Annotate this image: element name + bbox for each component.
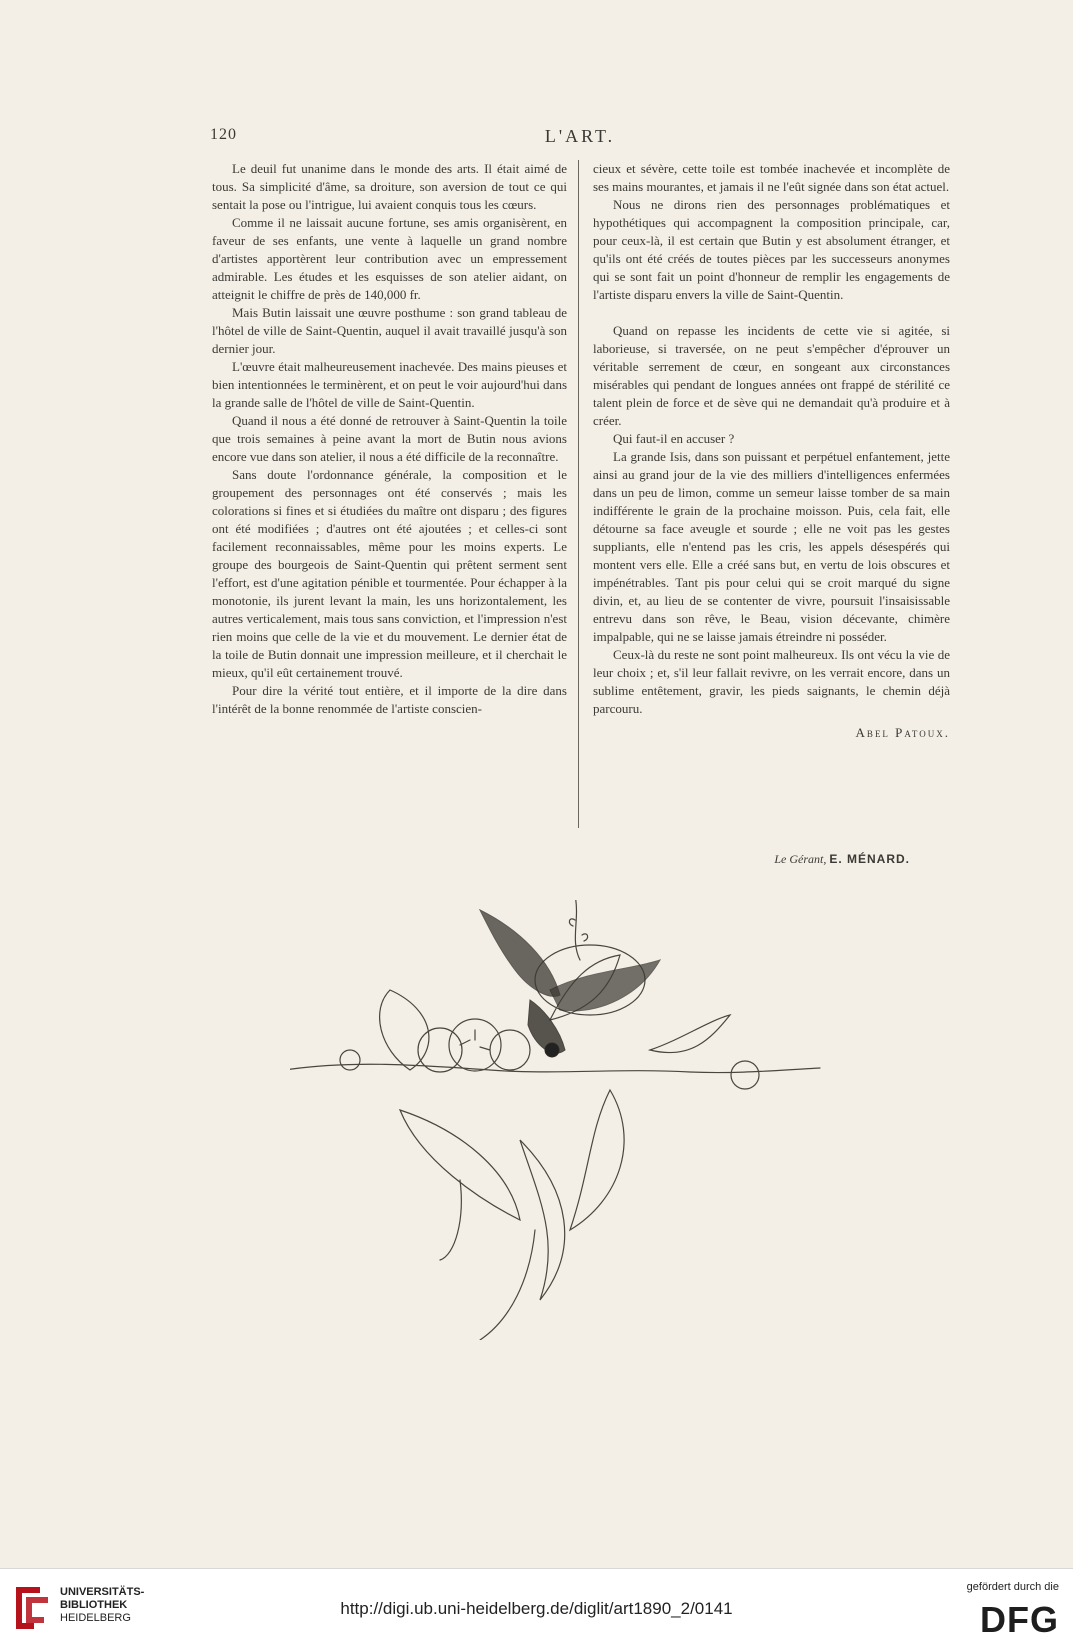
library-line: BIBLIOTHEK bbox=[60, 1599, 128, 1611]
gerant-line bbox=[600, 852, 910, 867]
page-number: 120 bbox=[210, 126, 237, 143]
paragraph: Comme il ne laissait aucune fortune, ses amis organisèrent, en faveur de ses enfants, une vente à laquelle un grand nombre d'artistes apportèrent leur contribution avec un empressement admirable. Les études et les esquisses de son atelier aidant, on atteignit le chiffre de près de 140,000 fr. bbox=[212, 215, 567, 302]
column-divider bbox=[578, 160, 579, 828]
right-column bbox=[593, 160, 950, 742]
paragraph: La grande Isis, dans son puissant et perpétuel enfantement, jette ainsi au grand jour de la vie des milliers d'intelligences enfermées dans un peu de limon, comme un semeur laisse tomber de sa main indifférente le grain de la prochaine moisson. Puis, cela fait, elle détourne sa face aveugle et sourde ; elle ne voit pas les gestes suppliants, elle n'entend pas les cris, les appels désespérés qui montent vers elle. Elle a créé sans but, en vertu de lois obscures et impénétrables. Tant pis pour celui qui se croit marqué du signe divin, et, au lieu de se contenter de vivre, poursuit l'insaisissable entrevu dans son rêve, le Beau, vision décevante, chimère impalpable, qui ne se laisse jamais étreindre ni posséder. bbox=[593, 449, 950, 644]
paragraph: Quand il nous a été donné de retrouver à Saint-Quentin la toile que trois semaines à peine avant la mort de Butin nous avions encore vue dans son atelier, il nous a été difficile de la reconnaître. bbox=[212, 413, 567, 464]
paragraph: Ceux-là du reste ne sont point malheureux. Ils ont vécu la vie de leur choix ; et, s'il leur fallait revivre, on les verrait encore, dans un sublime entêtement, gravir, les pieds saignants, le chemin déjà parcouru. bbox=[593, 647, 950, 716]
dfg-logo: DFG bbox=[980, 1599, 1059, 1640]
permalink-url[interactable]: http://digi.ub.uni-heidelberg.de/diglit/art1890_2/0141 bbox=[340, 1599, 733, 1618]
gerant-label: Le Gérant, bbox=[774, 852, 827, 866]
paragraph: cieux et sévère, cette toile est tombée inachevée et incomplète de ses mains mourantes, et jamais il ne l'eût signée dans son état actuel. bbox=[593, 161, 950, 194]
paragraph: Quand on repasse les incidents de cette vie si agitée, si laborieuse, si traversée, on ne peut s'empêcher d'éprouver un véritable serrement de cœur, en songeant aux circonstances misérables qui pendant de longues années ont frappé de stérilité ce talent plein de force et de sève qui ne demandait qu'à produire et à créer. bbox=[593, 323, 950, 428]
journal-title: L'ART. bbox=[544, 126, 616, 146]
paragraph: Mais Butin laissait une œuvre posthume : son grand tableau de l'hôtel de ville de Saint-Quentin, auquel il avait travaillé jusqu'à son dernier jour. bbox=[212, 305, 567, 356]
running-head bbox=[210, 126, 950, 146]
left-column bbox=[212, 160, 567, 718]
paragraph: Nous ne dirons rien des personnages problématiques et hypothétiques qui accompagnent la composition principale, car, pour ceux-là, il est certain que Butin y est absolument étranger, et qu'ils ont été créés de toutes pièces par les successeurs anonymes qui se sont fait un point d'honneur de remplir les engagements de l'artiste disparu envers la ville de Saint-Quentin. bbox=[593, 197, 950, 302]
digitization-footer bbox=[0, 1568, 1073, 1646]
gerant-name: E. MÉNARD. bbox=[829, 852, 910, 866]
paragraph: Sans doute l'ordonnance générale, la composition et le groupement des personnages ont été conservés ; mais les colorations si fines et si étudiées du maître ont disparu ; des figures ont été modifiées ; d'autres ont été ajoutées ; et celles-ci sont facilement reconnaissables, même pour les moins experts. Le groupe des bourgeois de Saint-Quentin qui prêtent serment sent l'effort, est d'une agitation pénible et tourmentée. Pour échapper à la monotonie, ils jurent levant la main, les uns horizontalement, les autres verticalement, mais tous sans conviction, et l'impression n'est rien moins que celle de la vie et du mouvement. Le dernier état de la toile de Butin donnait une impression meilleure, et il cherchait le mieux, qu'il eût certainement trouvé. bbox=[212, 467, 567, 680]
library-line: UNIVERSITÄTS- bbox=[60, 1586, 145, 1598]
paragraph: Qui faut-il en accuser ? bbox=[613, 431, 735, 446]
paragraph: Le deuil fut unanime dans le monde des arts. Il était aimé de tous. Sa simplicité d'âme, sa droiture, son aversion de tout ce qui sentait la pose ou l'intrigue, lui avaient conquis tous les cœurs. bbox=[212, 161, 567, 212]
paragraph: L'œuvre était malheureusement inachevée. Des mains pieuses et bien intentionnées le terminèrent, et on peut le voir aujourd'hui dans la grande salle de l'hôtel de ville de Saint-Quentin. bbox=[212, 359, 567, 410]
bird-and-flowers-vignette bbox=[290, 900, 860, 1340]
paragraph: Pour dire la vérité tout entière, et il importe de la dire dans l'intérêt de la bonne renommée de l'artiste conscien- bbox=[212, 683, 567, 716]
funded-by-label: gefördert durch die bbox=[966, 1581, 1059, 1593]
library-line: HEIDELBERG bbox=[60, 1612, 131, 1624]
author-signature: Abel Patoux. bbox=[855, 725, 950, 740]
